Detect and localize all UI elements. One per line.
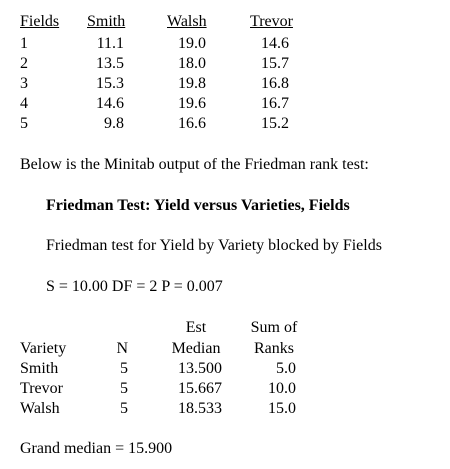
header-smith: Smith	[87, 13, 126, 30]
trevor-value: 16.7	[261, 95, 289, 112]
output-title: Friedman Test: Yield versus Varieties, Fields	[46, 197, 350, 214]
trevor-value: 15.7	[261, 55, 289, 72]
walsh-value: 19.0	[178, 35, 206, 52]
walsh-value: 18.0	[178, 55, 206, 72]
field-number: 3	[20, 75, 28, 92]
header-fields: Fields	[20, 13, 60, 30]
variety-median: 18.533	[178, 400, 222, 417]
smith-value: 13.5	[96, 55, 124, 72]
header-ranks: Ranks	[254, 340, 294, 357]
header-est: Est	[185, 319, 207, 336]
walsh-value: 16.6	[178, 115, 206, 132]
variety-name: Walsh	[20, 400, 60, 417]
variety-median: 13.500	[178, 360, 222, 377]
intro-text: Below is the Minitab output of the Friedman rank test:	[20, 156, 369, 173]
smith-value: 14.6	[96, 95, 124, 112]
header-n: N	[116, 340, 128, 357]
field-number: 2	[20, 55, 28, 72]
header-sum-of: Sum of	[250, 319, 298, 336]
variety-ranks: 10.0	[268, 380, 296, 397]
variety-ranks: 5.0	[276, 360, 296, 377]
field-number: 5	[20, 115, 28, 132]
variety-median: 15.667	[178, 380, 222, 397]
trevor-value: 16.8	[261, 75, 289, 92]
walsh-value: 19.6	[178, 95, 206, 112]
variety-n: 5	[120, 380, 128, 397]
variety-ranks: 15.0	[268, 400, 296, 417]
variety-n: 5	[120, 360, 128, 377]
variety-name: Trevor	[20, 380, 63, 397]
walsh-value: 19.8	[178, 75, 206, 92]
smith-value: 15.3	[96, 75, 124, 92]
trevor-value: 15.2	[261, 115, 289, 132]
variety-n: 5	[120, 400, 128, 417]
header-trevor: Trevor	[250, 13, 293, 30]
stats-line: S = 10.00 DF = 2 P = 0.007	[46, 278, 223, 295]
smith-value: 9.8	[104, 115, 124, 132]
header-walsh: Walsh	[167, 13, 207, 30]
variety-name: Smith	[20, 360, 59, 377]
header-variety: Variety	[20, 340, 67, 357]
trevor-value: 14.6	[261, 35, 289, 52]
grand-median: Grand median = 15.900	[20, 440, 173, 457]
field-number: 1	[20, 35, 28, 52]
header-median: Median	[171, 340, 221, 357]
smith-value: 11.1	[96, 35, 124, 52]
field-number: 4	[20, 95, 28, 112]
output-subtitle: Friedman test for Yield by Variety blocked by Fields	[46, 237, 382, 254]
